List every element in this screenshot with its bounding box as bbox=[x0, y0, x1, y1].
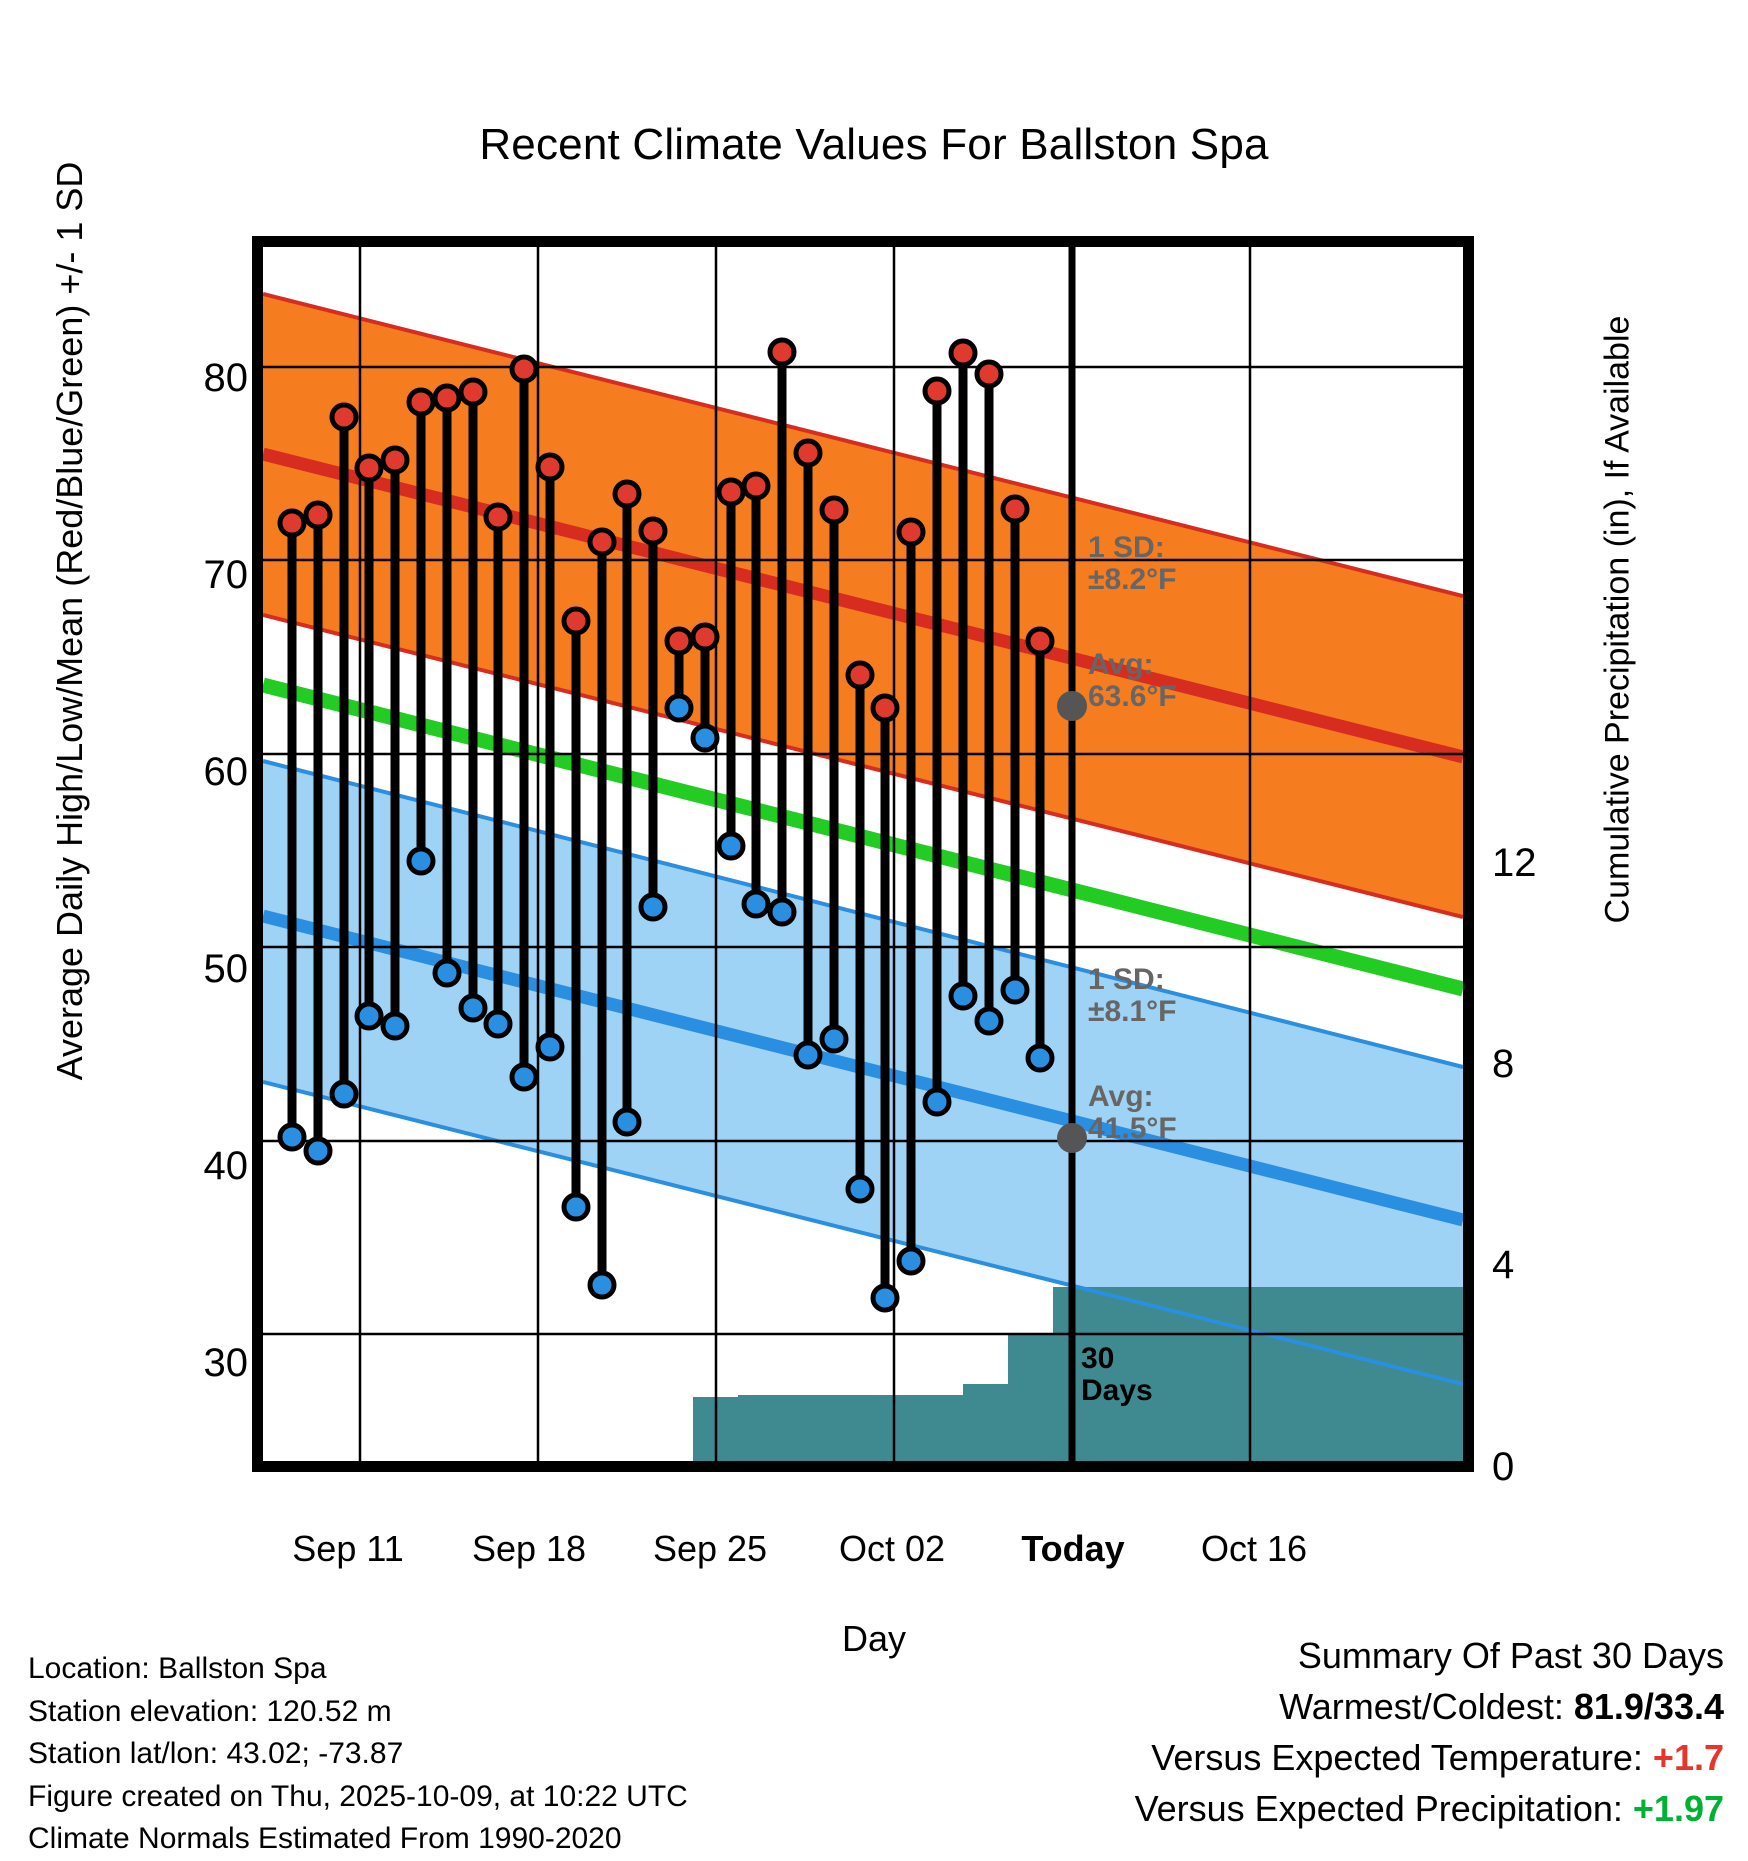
footer-elevation: Station elevation: 120.52 m bbox=[28, 1694, 392, 1728]
y-tick-60: 60 bbox=[203, 750, 248, 794]
vs-precip-label: Versus Expected Precipitation: bbox=[1134, 1788, 1623, 1830]
x-axis-label: Day bbox=[841, 1618, 907, 1659]
footer-normals: Climate Normals Estimated From 1990-2020 bbox=[28, 1822, 622, 1856]
y-tick-50: 50 bbox=[203, 947, 248, 991]
y-tick-40: 40 bbox=[203, 1144, 248, 1188]
y2-tick-8: 8 bbox=[1492, 1042, 1515, 1086]
low-sd-annotation: 1 SD: ±8.1°F bbox=[1088, 963, 1177, 1029]
summary-vs-precip bbox=[1135, 1783, 1724, 1834]
x-tick-oct-16: Oct 16 bbox=[1200, 1528, 1308, 1569]
x-tick-oct-02: Oct 02 bbox=[838, 1528, 946, 1569]
summary-warmest-coldest bbox=[1135, 1681, 1724, 1732]
x-tick-sep-11: Sep 11 bbox=[292, 1528, 404, 1569]
footer-latlon: Station lat/lon: 43.02; -73.87 bbox=[28, 1737, 404, 1771]
high-sd-annotation: 1 SD: ±8.2°F bbox=[1088, 531, 1177, 597]
x-tick-sep-18: Sep 18 bbox=[471, 1528, 587, 1569]
x-tick-today: Today bbox=[1021, 1528, 1125, 1569]
y-tick-80: 80 bbox=[203, 356, 248, 400]
warmest-coldest-value: 81.9/33.4 bbox=[1573, 1686, 1724, 1728]
y2-tick-0: 0 bbox=[1492, 1445, 1515, 1489]
vs-temp-label: Versus Expected Temperature: bbox=[1151, 1737, 1643, 1779]
x-tick-sep-25: Sep 25 bbox=[652, 1528, 768, 1569]
vs-precip-value: +1.97 bbox=[1632, 1788, 1724, 1830]
y2-tick-12: 12 bbox=[1492, 841, 1537, 885]
vs-temp-value: +1.7 bbox=[1652, 1737, 1724, 1779]
high-avg-annotation: Avg: 63.6°F bbox=[1088, 648, 1177, 714]
days-annotation: 30 Days bbox=[1081, 1342, 1153, 1408]
today-average-markers bbox=[1057, 691, 1087, 1153]
y-tick-30: 30 bbox=[203, 1341, 248, 1385]
chart-title: Recent Climate Values For Ballston Spa bbox=[479, 120, 1269, 169]
y-axis-right-label: Cumulative Precipitation (in), If Available bbox=[1598, 315, 1637, 924]
footer-location: Location: Ballston Spa bbox=[28, 1652, 327, 1685]
plot-area bbox=[252, 236, 1474, 1472]
footer-summary bbox=[1135, 1630, 1724, 1834]
summary-title: Summary Of Past 30 Days bbox=[1297, 1635, 1724, 1676]
y-tick-70: 70 bbox=[203, 553, 248, 597]
low-avg-annotation: Avg: 41.5°F bbox=[1088, 1080, 1177, 1146]
summary-vs-temp bbox=[1135, 1732, 1724, 1783]
y2-tick-4: 4 bbox=[1492, 1243, 1515, 1287]
footer-left bbox=[28, 1648, 688, 1861]
footer-created: Figure created on Thu, 2025-10-09, at 10:22 UTC bbox=[28, 1779, 688, 1813]
daily-high-low-markers bbox=[263, 247, 1463, 1461]
warmest-coldest-label: Warmest/Coldest: bbox=[1279, 1686, 1564, 1728]
y-axis-label: Average Daily High/Low/Mean (Red/Blue/Green) +/- 1 SD bbox=[49, 161, 90, 1081]
